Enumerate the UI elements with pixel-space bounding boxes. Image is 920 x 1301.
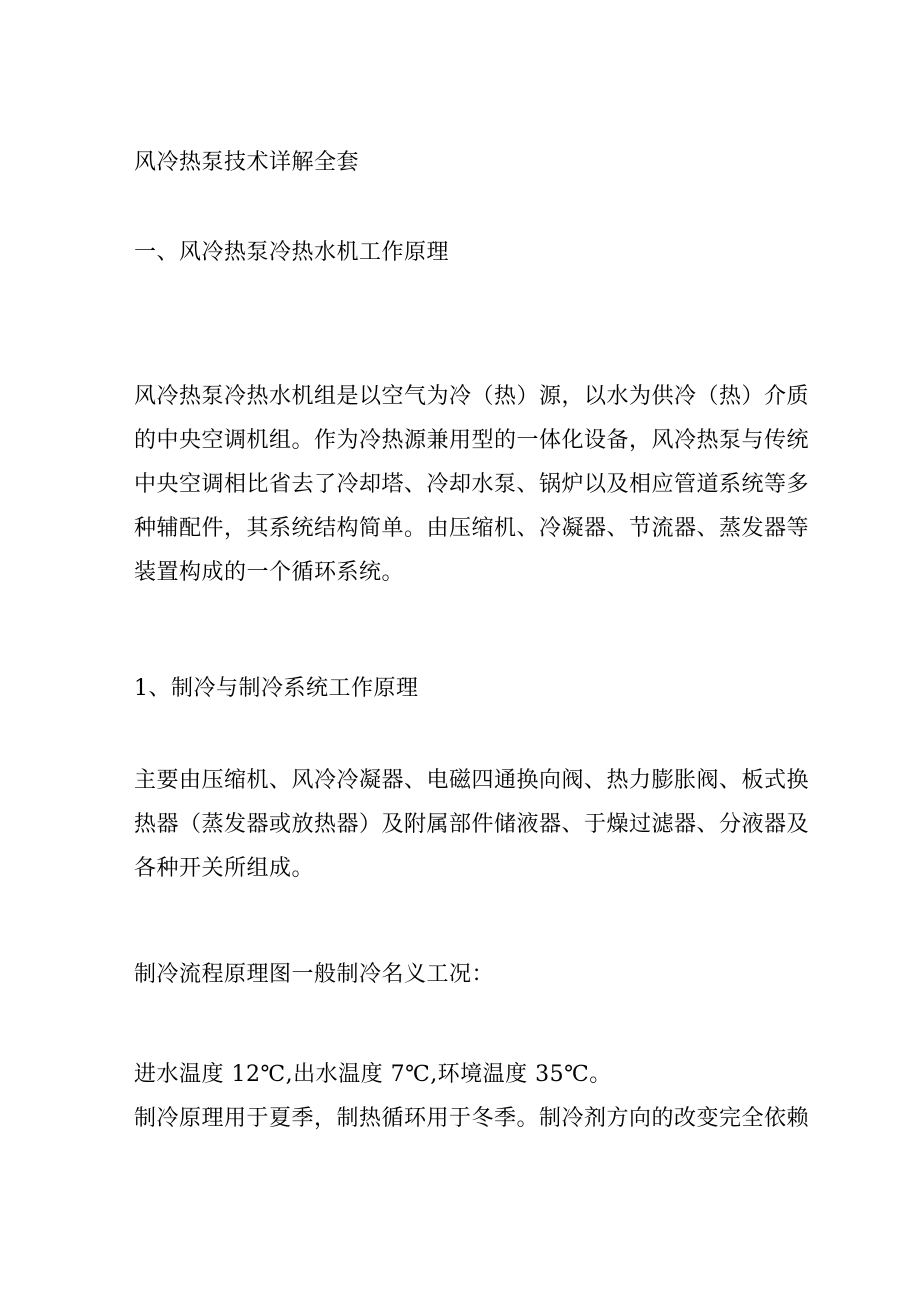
intro-paragraph (134, 375, 810, 595)
document-title: 风冷热泵技术详解全套 (134, 150, 360, 175)
paragraph-line: 种辅配件，其系统结构简单。由压缩机、冷凝器、节流器、蒸发器等 (134, 516, 810, 541)
section-heading: 一、风冷热泵冷热水机工作原理 (134, 240, 450, 265)
paragraph-line: 装置构成的一个循环系统。 (134, 560, 405, 585)
operating-conditions: 进水温度 12℃,出水温度 7℃,环境温度 35℃。 (134, 1062, 612, 1087)
paragraph-line: 热器（蒸发器或放热器）及附属部件储液器、于燥过滤器、分液器及 (134, 812, 810, 837)
components-paragraph (134, 759, 810, 891)
paragraph-line: 各种开关所组成。 (134, 856, 315, 881)
paragraph-line: 主要由压缩机、风冷冷凝器、电磁四通换向阀、热力膨胀阀、板式换 (134, 768, 810, 793)
diagram-caption: 制冷流程原理图一般制冷名义工况： (134, 962, 495, 987)
paragraph-line: 的中央空调机组。作为冷热源兼用型的一体化设备，风冷热泵与传统 (134, 428, 810, 453)
paragraph-line: 风冷热泵冷热水机组是以空气为冷（热）源，以水为供冷（热）介质 (134, 384, 810, 409)
paragraph-line: 中央空调相比省去了冷却塔、冷却水泵、锅炉以及相应管道系统等多 (134, 472, 810, 497)
subsection-heading: 1、制冷与制冷系统工作原理 (134, 676, 419, 701)
paragraph-line: 制冷原理用于夏季，制热循环用于冬季。制冷剂方向的改变完全依赖 (134, 1106, 810, 1131)
